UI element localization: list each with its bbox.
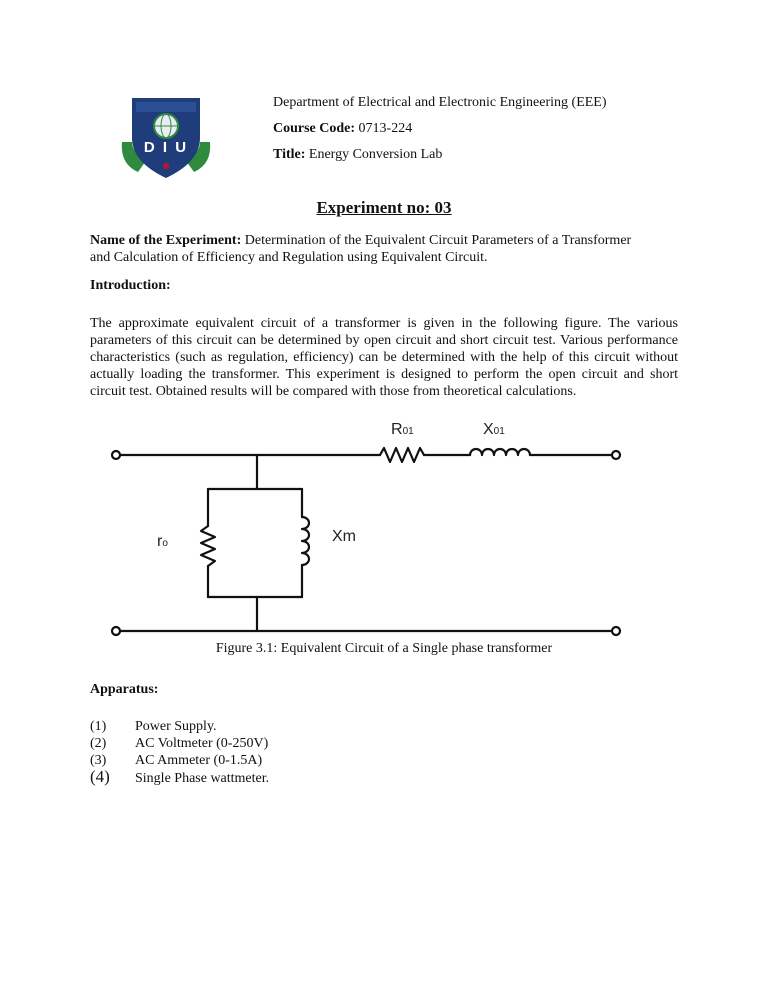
ro-label: ro — [157, 533, 168, 550]
apparatus-item-number: (4) — [90, 767, 110, 786]
introduction-body: The approximate equivalent circuit of a transformer is given in the following figure. The various parameters of this circuit can be determined by open circuit and short circuit test. Various performance characteristics (such as regulation, efficiency) can be determined with the help of this circuit without actually loading the transformer. This experiment is designed to perform the open circuit and short circuit test. Obtained results will be compared with those from theoretical calculations. — [90, 316, 678, 399]
terminal-top-left — [112, 451, 120, 459]
x01-inductor — [470, 449, 530, 455]
title-label: Title: — [273, 147, 306, 162]
university-logo — [118, 92, 214, 182]
course-code-value: 0713-224 — [355, 121, 413, 136]
experiment-title: Experiment no: 03 — [316, 198, 452, 217]
equivalent-circuit-diagram — [100, 414, 640, 640]
r01-resistor — [380, 448, 424, 462]
course-code-label: Course Code: — [273, 121, 356, 136]
title-value: Energy Conversion Lab — [305, 147, 443, 162]
apparatus-item-text: Single Phase wattmeter. — [135, 771, 270, 786]
logo-letters: D I U — [143, 139, 189, 156]
introduction-heading: Introduction: — [90, 278, 171, 293]
apparatus-item-text: AC Voltmeter (0-250V) — [135, 736, 269, 751]
apparatus-heading: Apparatus: — [90, 682, 159, 697]
ro-resistor — [201, 526, 215, 566]
apparatus-item — [90, 735, 268, 752]
apparatus-item — [90, 752, 262, 769]
apparatus-item-text: AC Ammeter (0-1.5A) — [135, 753, 263, 768]
apparatus-item — [90, 718, 217, 735]
xm-label: Xm — [332, 528, 356, 545]
terminal-bottom-right — [612, 627, 620, 635]
terminal-bottom-left — [112, 627, 120, 635]
apparatus-item — [90, 768, 269, 787]
figure-caption: Figure 3.1: Equivalent Circuit of a Single phase transformer — [215, 641, 553, 656]
apparatus-item-number: (3) — [90, 753, 107, 768]
course-code-line — [273, 120, 412, 138]
xm-inductor — [302, 517, 309, 565]
experiment-name-line2: and Calculation of Efficiency and Regulation using Equivalent Circuit. — [90, 250, 488, 265]
terminal-top-right — [612, 451, 620, 459]
r01-label: R01 — [391, 421, 414, 438]
apparatus-item-number: (1) — [90, 719, 107, 734]
apparatus-item-number: (2) — [90, 736, 107, 751]
x01-label: X01 — [483, 421, 505, 438]
apparatus-item-text: Power Supply. — [135, 719, 217, 734]
experiment-name-line1: Determination of the Equivalent Circuit Parameters of a Transformer — [241, 233, 632, 248]
department-line: Department of Electrical and Electronic Engineering (EEE) — [273, 95, 607, 110]
experiment-name-label: Name of the Experiment: — [90, 233, 242, 248]
title-line — [273, 146, 442, 164]
experiment-name — [90, 232, 678, 266]
